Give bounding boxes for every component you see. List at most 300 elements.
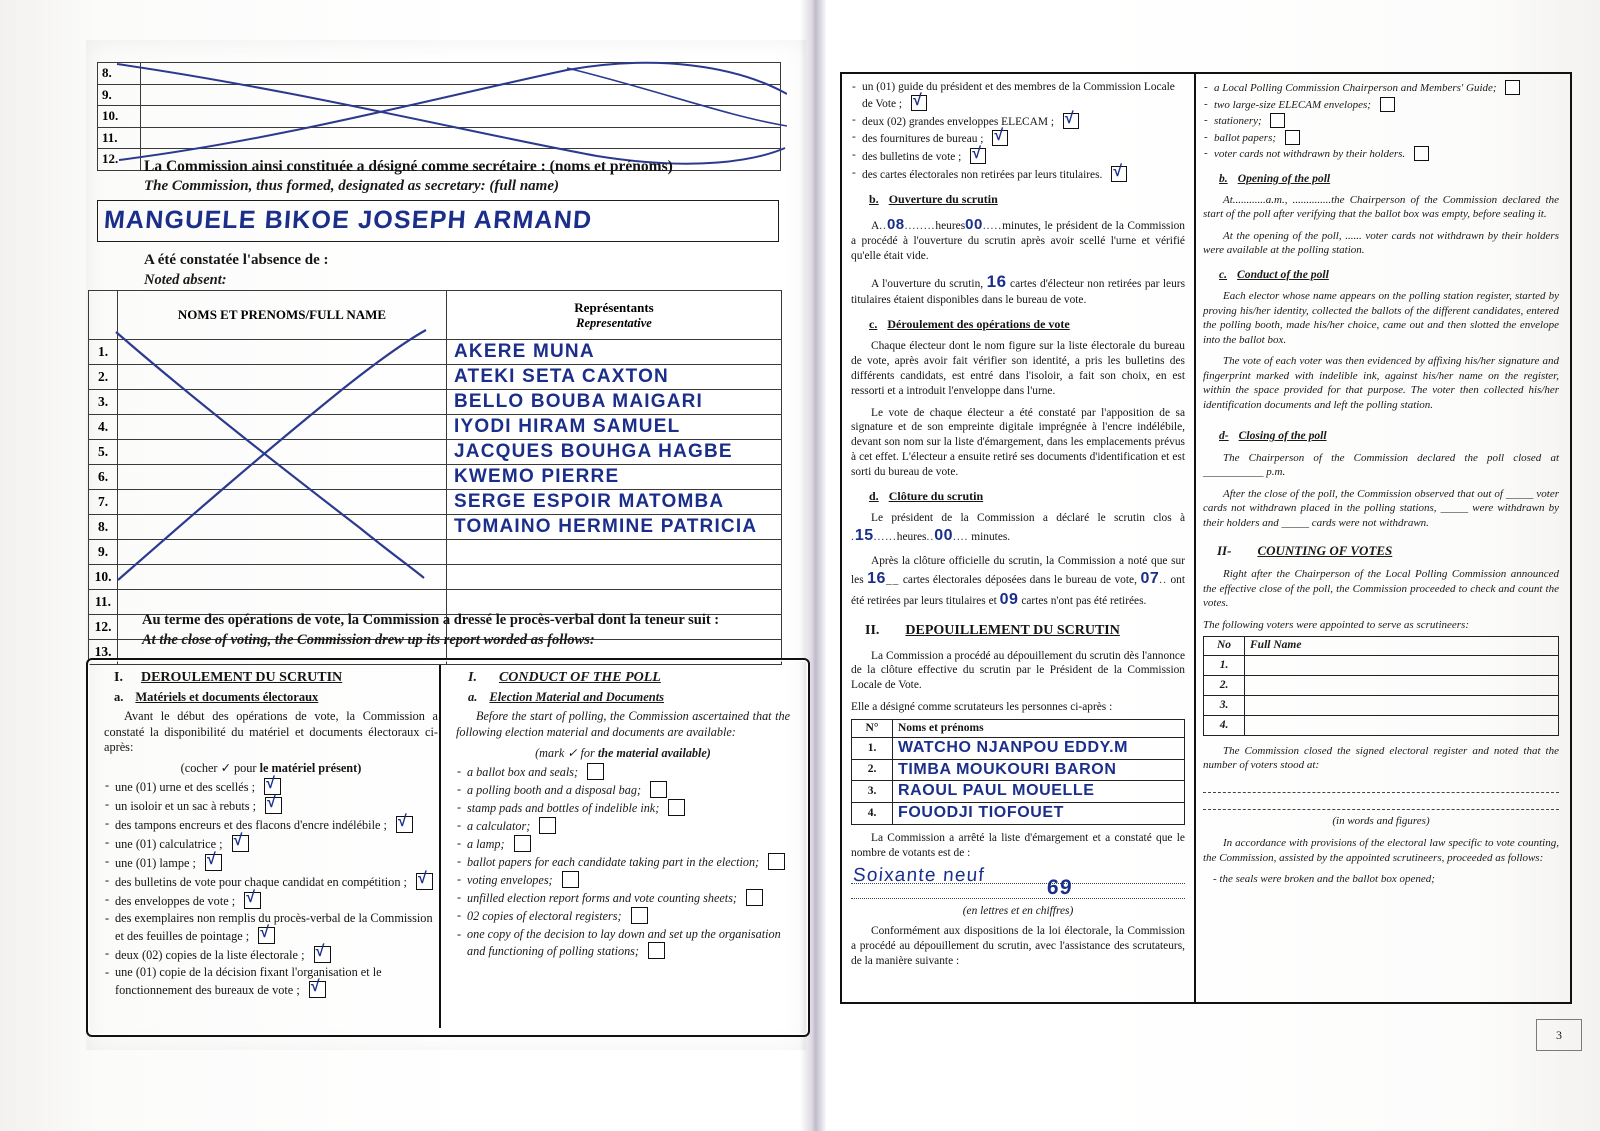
- rp-en-material-item-label: voter cards not withdrawn by their holders.: [1214, 148, 1408, 161]
- absent-table-header: [89, 291, 782, 340]
- rp-fr-b-p2a: A l'ouverture du scrutin,: [871, 277, 984, 290]
- rp-fr-material-checkbox[interactable]: [970, 148, 986, 164]
- rp-en-column: [1194, 74, 1568, 900]
- rp-fr-d-p2d: cartes n'ont pas été retirées.: [1021, 594, 1147, 607]
- rp-en-c-p1: Each elector whose name appears on the polling station register, started by proving his/her identity, collected the ballots of the different candidates, entered the polling booth, made his/her choice, came out and then slotted the envelope into the ballot box.: [1203, 290, 1559, 346]
- rp-en-scrutineer-row: [1204, 655, 1559, 675]
- absent-row-representative[interactable]: [447, 490, 782, 515]
- absent-row-number: 5.: [89, 440, 118, 465]
- absent-row-representative[interactable]: [447, 365, 782, 390]
- rp-fr-material-checkbox[interactable]: [992, 130, 1008, 146]
- absent-label-fr: A été constatée l'absence de :: [144, 252, 329, 268]
- absent-row-representative[interactable]: [447, 415, 782, 440]
- rp-en-voters-label: The Commission closed the signed electoral register and noted that the number of voters stood at:: [1203, 744, 1559, 772]
- absent-table-row: [89, 490, 782, 515]
- fr-subsection-title: Matériels et documents électoraux: [135, 690, 319, 704]
- absent-table-row: [89, 365, 782, 390]
- rp-fr-material-checkbox[interactable]: [1111, 166, 1127, 182]
- rp-fr-voters-figures: 69: [1046, 875, 1074, 899]
- fr-material-item: [104, 797, 438, 815]
- fr-material-item: [104, 892, 438, 910]
- absent-col-name: NOMS ET PRENOMS/FULL NAME: [118, 291, 447, 340]
- rp-en-d-p1: The Chairperson of the Commission declared the poll closed at ___________ p.m.: [1203, 451, 1559, 479]
- rp-fr-c-p1: Chaque électeur dont le nom figure sur la liste électorale du bureau de vote, après avoir fait vérifier son identité, a pris les bulletins des différents candidats, est entré dans l'isoloir, a fait son choix, en est ressorti et a introduit l'enveloppe dans l'urne.: [851, 340, 1185, 397]
- rp-en-material-item-label: stationery;: [1214, 115, 1265, 128]
- rp-fr-d-p1: Le président de la Commission a déclaré le scrutin clos à .15......heures..00.... minutes.: [851, 512, 1185, 545]
- rp-fr-d-p2: Après la clôture officielle du scrutin, la Commission a noté que sur les 16__ cartes électorales déposées dans le bureau de vote, 07.. ont été retirées par leurs titulaires et 09 cartes n'ont pas été retirées.: [851, 554, 1185, 608]
- en-material-checkbox[interactable]: [587, 763, 604, 780]
- rp-fr-d-p1c: minutes.: [971, 531, 1011, 544]
- absent-row-number: 1.: [89, 340, 118, 365]
- absent-row-representative[interactable]: [447, 440, 782, 465]
- rp-en-material-item-label: ballot papers;: [1214, 131, 1279, 144]
- rp-fr-checklist: [851, 80, 1185, 183]
- absent-row-representative-value: [448, 591, 454, 612]
- en-material-item-label: unfilled election report forms and vote counting sheets;: [467, 891, 741, 906]
- fr-material-checkbox[interactable]: [232, 835, 249, 852]
- rp-fr-final-p: Conformément aux dispositions de la loi électorale, la Commission a procédé au dépouillement du scrutin, avec l'assistance des scrutateurs, de la manière suivante :: [851, 925, 1185, 968]
- top-table-row-number: 9.: [98, 84, 141, 106]
- rp-en-d-letter: d-: [1219, 429, 1229, 443]
- en-material-item-label: ballot papers for each candidate taking part in the election;: [467, 855, 763, 870]
- absent-table-row: [89, 415, 782, 440]
- rp-en-scrutineer-row: [1204, 675, 1559, 695]
- rp-fr-scrutineer-row-name-value: WATCHO NJANPOU EDDY.M: [898, 738, 1129, 756]
- rp-en-scrutineer-row-number: 2.: [1204, 675, 1245, 695]
- absent-row-representative[interactable]: [447, 540, 782, 565]
- rp-en-material-item: [1203, 97, 1559, 113]
- rp-fr-closing-minute: 00: [934, 527, 953, 545]
- absent-row-representative[interactable]: [447, 340, 782, 365]
- rp-en-material-item: [1203, 113, 1559, 129]
- rp-fr-scrutineer-row-number: 1.: [852, 737, 893, 759]
- absent-table-row: [89, 465, 782, 490]
- absent-col-rep-en: Representative: [576, 315, 652, 330]
- en-check-instruction-pre: (mark ✓ for: [535, 745, 598, 760]
- absent-row-representative-value: BELLO BOUBA MAIGARI: [454, 391, 704, 412]
- rp-en-material-item-label: a Local Polling Commission Chairperson and Members' Guide;: [1214, 82, 1500, 94]
- rp-fr-scrutineer-row-name[interactable]: [893, 781, 1185, 803]
- en-material-item: [456, 763, 790, 780]
- rp-fr-d-p2c: ont été retirées par leurs titulaires et: [851, 573, 1185, 607]
- fr-material-item-label: des exemplaires non remplis du procès-verbal de la Commission et des feuilles de pointage ;: [115, 911, 433, 944]
- rp-fr-material-item: [851, 80, 1185, 112]
- rp-fr-voters-fill[interactable]: [851, 864, 1185, 902]
- rp-en-b-p2: At the opening of the poll, ...... voter cards not withdrawn by their holders were available at the polling station.: [1203, 229, 1559, 257]
- absent-row-representative-value: ATEKI SETA CAXTON: [454, 366, 669, 387]
- absent-row-name[interactable]: [118, 415, 447, 440]
- rp-fr-scrutineer-row-number: 2.: [852, 759, 893, 781]
- rp-fr-c-heading: [869, 317, 1185, 333]
- absent-label-en: Noted absent:: [144, 272, 227, 288]
- absent-row-number: 6.: [89, 465, 118, 490]
- fr-material-item: [104, 965, 438, 999]
- rp-fr-d-heading: [869, 489, 1185, 505]
- rp-en-scrutineer-row-name[interactable]: [1245, 655, 1559, 675]
- absent-representatives-table: [88, 290, 782, 665]
- en-material-item-label: stamp pads and bottles of indelible ink;: [467, 800, 663, 815]
- en-material-item-label: a polling booth and a disposal bag;: [467, 782, 645, 797]
- rp-en-material-checkbox[interactable]: [1380, 97, 1395, 112]
- fr-section-title: DEROULEMENT DU SCRUTIN: [140, 670, 343, 685]
- rp-fr-opening-minute: 00: [965, 215, 983, 233]
- rp-en-material-item: [1203, 130, 1559, 146]
- rp-en-scrutineer-row-name[interactable]: [1245, 715, 1559, 735]
- rp-fr-material-item-label: des fournitures de bureau ;: [862, 133, 987, 146]
- en-material-item: [456, 926, 790, 959]
- en-material-item: [456, 835, 790, 852]
- rp-fr-b-p1c: minutes, le président de la Commission a procédé à l'ouverture du scrutin après avoir scellé l'urne et vérifié qu'elle était vide.: [851, 219, 1185, 262]
- rp-fr-cards-not-withdrawn: 09: [999, 590, 1019, 608]
- fr-material-item: [104, 835, 438, 853]
- rp-fr-b-heading: [869, 192, 1185, 208]
- rp-fr-ii-p2: Elle a désigné comme scrutateurs les personnes ci-après :: [851, 701, 1113, 713]
- fr-intro-text: Avant le début des opérations de vote, la Commission a constaté la disponibilité du matériel et documents électoraux ci-après:: [104, 709, 438, 755]
- rp-en-ii-title: COUNTING OF VOTES: [1257, 543, 1393, 559]
- rp-fr-d-p1a: Le président de la Commission a déclaré le scrutin clos à: [871, 512, 1185, 525]
- rp-en-final-bullet: - the seals were broken and the ballot box opened;: [1213, 873, 1435, 886]
- absent-row-representative[interactable]: [447, 390, 782, 415]
- en-subsection-title: Election Material and Documents: [489, 690, 665, 704]
- fr-material-item-label: une (01) calculatrice ;: [115, 837, 226, 852]
- absent-row-name[interactable]: [118, 390, 447, 415]
- rp-fr-d-letter: d.: [869, 488, 879, 503]
- fr-subsection-letter: a.: [114, 690, 124, 704]
- en-material-item-label: a ballot box and seals;: [467, 764, 582, 779]
- en-material-item: [456, 889, 790, 906]
- rp-fr-voters-label: La Commission a arrêté la liste d'émargement et a constaté que le nombre de votants est de :: [851, 831, 1185, 859]
- fr-material-item-label: des bulletins de vote pour chaque candidat en compétition ;: [115, 875, 411, 890]
- rp-fr-opening-hour: 08: [886, 215, 905, 233]
- rp-fr-material-item: [851, 166, 1185, 183]
- rp-fr-scrutineer-row-name[interactable]: [893, 803, 1185, 825]
- rp-en-scrutineers-table: [1203, 636, 1559, 735]
- top-table-row-value[interactable]: [141, 84, 781, 106]
- rp-fr-material-item: [851, 130, 1185, 147]
- rp-fr-opening-cards: 16: [986, 271, 1007, 291]
- fr-material-checkbox[interactable]: [265, 797, 282, 814]
- rp-en-voters-line-1[interactable]: [1203, 780, 1559, 793]
- absent-row-representative-value: IYODI HIRAM SAMUEL: [454, 416, 681, 437]
- rp-fr-d-p2a: Après la clôture officielle du scrutin, la Commission a noté que sur les: [851, 554, 1185, 586]
- absent-table-row: [89, 340, 782, 365]
- fr-material-item: [104, 946, 438, 964]
- rp-en-checklist: [1203, 80, 1559, 162]
- rp-en-c-title: Conduct of the poll: [1237, 267, 1329, 281]
- rp-fr-column: [842, 74, 1194, 982]
- rp-fr-scrutineer-row-number: 3.: [852, 781, 893, 803]
- rp-fr-scrutineer-row: [852, 781, 1185, 803]
- rp-en-b-p1: At............a.m., ..............the Chairperson of the Commission declared the start of the poll after verifying that the ballot box was empty, before sealing it.: [1203, 193, 1559, 221]
- absent-row-name[interactable]: [118, 565, 447, 590]
- rp-fr-material-item-label: des cartes électorales non retirées par leurs titulaires.: [862, 169, 1106, 182]
- rp-fr-voters-hint: (en lettres et en chiffres): [962, 904, 1074, 917]
- absent-row-name[interactable]: [118, 540, 447, 565]
- absent-row-number: 7.: [89, 490, 118, 515]
- en-material-checkbox[interactable]: [631, 907, 648, 924]
- rp-fr-material-item-label: deux (02) grandes enveloppes ELECAM ;: [862, 115, 1057, 128]
- rp-fr-material-item-label: un (01) guide du président et des membres de la Commission Locale de Vote ;: [862, 81, 1175, 110]
- absent-row-number: 8.: [89, 515, 118, 540]
- fr-material-checkbox[interactable]: [309, 981, 326, 998]
- rp-fr-c-title: Déroulement des opérations de vote: [887, 316, 1070, 331]
- en-material-item: [456, 817, 790, 834]
- closing-note-en: At the close of voting, the Commission drew up its report worded as follows:: [142, 632, 595, 648]
- absent-row-representative-value: [448, 566, 454, 587]
- en-section-number: I.: [468, 670, 477, 685]
- rp-en-scrutineer-row-number: 4.: [1204, 715, 1245, 735]
- top-table-row: [98, 127, 781, 149]
- absent-col-number: [89, 291, 118, 340]
- top-table-row-number: 8.: [98, 63, 141, 85]
- rp-fr-scrutineer-row-name[interactable]: [893, 737, 1185, 759]
- en-material-item-label: a calculator;: [467, 819, 534, 833]
- rp-en-b-title: Opening of the poll: [1237, 171, 1331, 185]
- fr-material-item: [104, 816, 438, 834]
- absent-row-name[interactable]: [118, 340, 447, 365]
- en-intro-text: Before the start of polling, the Commission ascertained that the following election material and documents are available:: [456, 709, 790, 739]
- top-table-row-number: 12.: [98, 149, 141, 171]
- rp-fr-ii-p1: La Commission a procédé au dépouillement du scrutin dès l'annonce de la clôture effective du scrutin par le Président de la Commission Locale de Vote.: [851, 649, 1185, 692]
- rp-en-material-checkbox[interactable]: [1285, 130, 1300, 145]
- rp-en-scrutineer-row-name[interactable]: [1245, 675, 1559, 695]
- poll-conduct-bilingual-box: [86, 658, 810, 1037]
- rp-fr-voters-words: Soixante neuf: [852, 864, 986, 886]
- rp-en-material-checkbox[interactable]: [1414, 146, 1429, 161]
- absent-col-representative: [447, 291, 782, 340]
- absent-row-number: 2.: [89, 365, 118, 390]
- rp-en-ii-p1: Right after the Chairperson of the Local Polling Commission announced the effective close of the poll, the Commission proceeded to check and count the votes.: [1203, 568, 1559, 610]
- rp-en-ii-number: II-: [1217, 543, 1232, 559]
- en-material-checkbox[interactable]: [562, 871, 579, 888]
- fr-material-checkbox[interactable]: [205, 854, 222, 871]
- rp-en-ii-heading: [1217, 542, 1559, 559]
- rp-fr-b-p1: A..08........heures00.....minutes, le président de la Commission a procédé à l'ouverture du scrutin après avoir scellé l'urne et vérifié qu'elle était vide.: [851, 215, 1185, 262]
- rp-en-ii-p2: The following voters were appointed to serve as scrutineers:: [1203, 618, 1470, 631]
- absent-table-row: [89, 440, 782, 465]
- rp-fr-scrutineer-row-name[interactable]: [893, 759, 1185, 781]
- secretary-label-en: The Commission, thus formed, designated as secretary: (full name): [144, 178, 560, 194]
- absent-row-representative-value: TOMAINO HERMINE PATRICIA: [454, 516, 758, 537]
- fr-material-checkbox[interactable]: [258, 927, 275, 944]
- rp-en-b-letter: b.: [1219, 171, 1228, 185]
- rp-fr-material-item-label: des bulletins de vote ;: [862, 151, 965, 164]
- rp-fr-b-title: Ouverture du scrutin: [888, 191, 998, 206]
- absent-row-representative-value: SERGE ESPOIR MATOMBA: [454, 491, 725, 512]
- page-number-badge: 3: [1536, 1019, 1582, 1051]
- absent-row-name[interactable]: [118, 515, 447, 540]
- absent-row-number: 13.: [89, 640, 118, 665]
- rp-fr-ii-title: DEPOUILLEMENT DU SCRUTIN: [905, 623, 1120, 639]
- absent-row-number: 12.: [89, 615, 118, 640]
- right-page-frame: [840, 72, 1572, 1004]
- closing-note-fr: Au terme des opérations de vote, la Commission a dressé le procès-verbal dont la teneur suit :: [142, 612, 720, 628]
- right-page: [826, 0, 1600, 1131]
- fr-material-checklist: [104, 778, 438, 999]
- rp-fr-scrutineers-table: [851, 719, 1185, 825]
- rp-fr-scrutineer-row-name-value: FOUODJI TIOFOUET: [898, 804, 1065, 822]
- fr-material-checkbox[interactable]: [416, 873, 433, 890]
- top-members-table: [97, 62, 781, 171]
- absent-table-row: [89, 515, 782, 540]
- rp-fr-material-item: [851, 113, 1185, 130]
- rp-fr-ii-number: II.: [865, 623, 880, 639]
- absent-row-representative-value: AKERE MUNA: [454, 341, 595, 362]
- en-section-title: CONDUCT OF THE POLL: [498, 670, 661, 685]
- rp-fr-scrutineer-row-name-value: RAOUL PAUL MOUELLE: [898, 782, 1095, 800]
- absent-row-number: 10.: [89, 565, 118, 590]
- fr-material-item-label: deux (02) copies de la liste électorale ;: [115, 948, 308, 963]
- en-material-item: [456, 799, 790, 816]
- rp-fr-scrutineer-row: [852, 737, 1185, 759]
- en-material-item: [456, 907, 790, 924]
- rp-en-material-checkbox[interactable]: [1505, 80, 1520, 95]
- en-material-checkbox[interactable]: [650, 781, 667, 798]
- rp-en-material-item: [1203, 80, 1559, 96]
- rp-fr-b-p1a: A: [871, 219, 880, 232]
- fr-check-instruction-bold: le matériel présent): [259, 761, 362, 776]
- fr-material-item-label: des tampons encreurs et des flacons d'encre indélébile ;: [115, 818, 391, 833]
- top-table-row-value[interactable]: [141, 63, 781, 85]
- absent-table-row: [89, 540, 782, 565]
- rp-fr-material-checkbox[interactable]: [911, 95, 927, 111]
- absent-row-name[interactable]: [118, 490, 447, 515]
- rp-fr-scrutineer-row-name-value: TIMBA MOUKOURI BARON: [898, 760, 1117, 778]
- en-material-checkbox[interactable]: [514, 835, 531, 852]
- rp-fr-d-p2b: cartes électorales déposées dans le bureau de vote,: [902, 573, 1137, 586]
- en-material-column: [448, 660, 798, 1035]
- en-material-item-label: a lamp;: [467, 837, 508, 852]
- absent-row-name[interactable]: [118, 365, 447, 390]
- en-material-checkbox[interactable]: [648, 942, 665, 959]
- absent-row-name[interactable]: [118, 590, 447, 615]
- fr-material-item-label: des enveloppes de vote ;: [115, 894, 239, 909]
- top-table-row: [98, 63, 781, 85]
- absent-table-row: [89, 565, 782, 590]
- top-table-row-value[interactable]: [141, 127, 781, 149]
- fr-material-item-label: une (01) urne et des scellés ;: [115, 780, 259, 795]
- absent-row-name[interactable]: [118, 440, 447, 465]
- en-material-checklist: [456, 763, 790, 959]
- top-table-row-number: 10.: [98, 106, 141, 128]
- rp-fr-cards-withdrawn: 07: [1140, 569, 1160, 587]
- rp-en-voters-line-2[interactable]: [1203, 797, 1559, 810]
- en-material-item-label: 02 copies of electoral registers;: [467, 909, 625, 924]
- en-material-checkbox[interactable]: [668, 799, 685, 816]
- rp-fr-material-checkbox[interactable]: [1063, 113, 1079, 129]
- rp-en-c-letter: c.: [1219, 267, 1228, 281]
- absent-row-number: 4.: [89, 415, 118, 440]
- rp-fr-c-p2: Le vote de chaque électeur a été constaté par l'apposition de sa signature et de son empreinte digitale imprégnée à l'encre indélébile, devant son nom sur la liste d'émargement, dans les emplacements prévus à cet effet. L'électeur a ensuite retiré ses documents d'identification et est sorti du bureau de vote.: [851, 406, 1185, 478]
- rp-en-d-p2: After the close of the poll, the Commission observed that out of _____ voter cards not withdrawn placed in the polling stations, _____ were withdrawn by their holders and _____ cards were not withdrawn.: [1203, 487, 1559, 529]
- absent-row-representative[interactable]: [447, 465, 782, 490]
- rp-fr-scrutineer-row-number: 4.: [852, 803, 893, 825]
- absent-row-representative-value: [448, 541, 454, 562]
- fr-material-item-label: une (01) lampe ;: [115, 856, 200, 871]
- fr-check-instruction-pre: (cocher ✓ pour: [180, 761, 260, 776]
- rp-en-material-item: [1203, 146, 1559, 162]
- absent-row-representative-value: KWEMO PIERRE: [454, 466, 620, 487]
- rp-fr-ii-heading: [865, 622, 1185, 640]
- en-check-instruction-bold: the material available): [597, 745, 711, 760]
- rp-fr-scrutineer-row: [852, 803, 1185, 825]
- en-material-checkbox[interactable]: [539, 817, 556, 834]
- rp-fr-sc-col-n: N°: [852, 719, 893, 737]
- rp-fr-b-p1b: heures: [935, 219, 966, 232]
- absent-table-row: [89, 390, 782, 415]
- rp-fr-b-p2: [851, 271, 1185, 308]
- en-subsection-letter: a.: [468, 690, 478, 704]
- fr-material-checkbox[interactable]: [244, 892, 261, 909]
- rp-en-d-heading: [1219, 428, 1559, 443]
- en-material-item: [456, 853, 790, 870]
- rp-en-scrutineer-row-name[interactable]: [1245, 695, 1559, 715]
- en-material-checkbox[interactable]: [768, 853, 785, 870]
- en-material-item: [456, 781, 790, 798]
- fr-material-checkbox[interactable]: [396, 816, 413, 833]
- rp-fr-b-p2b: cartes d'électeur non retirées par leurs titulaires étaient disponibles dans le bureau de vote.: [851, 277, 1186, 306]
- rp-en-material-item-label: two large-size ELECAM envelopes;: [1214, 98, 1374, 111]
- fr-material-item: [104, 873, 438, 891]
- fr-material-item-label: un isoloir et un sac à rebuts ;: [115, 799, 260, 814]
- absent-row-representative[interactable]: [447, 515, 782, 540]
- rp-fr-d-p1b: heures: [896, 531, 927, 544]
- rp-en-scrutineer-row: [1204, 695, 1559, 715]
- rp-en-scrutineer-row-number: 1.: [1204, 655, 1245, 675]
- rp-fr-scrutineer-row: [852, 759, 1185, 781]
- en-material-item-label: one copy of the decision to lay down and set up the organisation and functioning of polling stations;: [467, 926, 781, 958]
- fr-section-number: I.: [114, 670, 123, 685]
- absent-row-representative[interactable]: [447, 565, 782, 590]
- fr-material-item: [104, 911, 438, 945]
- fr-material-checkbox[interactable]: [314, 946, 331, 963]
- rp-fr-material-item: [851, 148, 1185, 165]
- top-table-row: [98, 106, 781, 128]
- rp-fr-b-letter: b.: [869, 191, 879, 206]
- en-material-item: [456, 871, 790, 888]
- fr-material-item-label: une (01) copie de la décision fixant l'organisation et le fonctionnement des bureaux de vote ;: [115, 965, 382, 998]
- absent-row-number: 9.: [89, 540, 118, 565]
- absent-row-name[interactable]: [118, 465, 447, 490]
- rp-en-scrutineer-row: [1204, 715, 1559, 735]
- rp-en-voters-hint: (in words and figures): [1332, 814, 1430, 827]
- rp-en-c-p2: The vote of each voter was then evidenced by affixing his/her signature and fingerprint marked with indelible ink, against his/her name on the register, within the space provided for that purpose. The voter then collected his/her identification documents and left the polling station.: [1203, 355, 1559, 411]
- secretary-name-value: MANGUELE BIKOE JOSEPH ARMAND: [103, 206, 594, 234]
- en-check-instruction: [456, 746, 790, 761]
- rp-fr-sc-col-name: Noms et prénoms: [893, 719, 1185, 737]
- secretary-label-fr: La Commission ainsi constituée a désigné comme secrétaire : (noms et prénoms): [144, 158, 673, 175]
- absent-row-representative-value: JACQUES BOUHGA HAGBE: [454, 441, 733, 462]
- absent-col-rep-fr: Représentants: [574, 299, 654, 315]
- rp-en-b-heading: [1219, 171, 1559, 186]
- absent-table-row: [89, 590, 782, 615]
- rp-fr-c-letter: c.: [869, 316, 878, 331]
- rp-fr-d-title: Clôture du scrutin: [888, 488, 984, 503]
- rp-en-scrutineer-row-number: 3.: [1204, 695, 1245, 715]
- rp-en-sc-col-name: Full Name: [1245, 637, 1559, 655]
- rp-en-final-p: In accordance with provisions of the electoral law specific to vote counting, the Commission, assisted by the appointed scrutineers, proceeded as follows:: [1203, 837, 1559, 864]
- en-material-checkbox[interactable]: [746, 889, 763, 906]
- top-table-row-number: 11.: [98, 127, 141, 149]
- rp-en-d-title: Closing of the poll: [1238, 429, 1327, 443]
- absent-row-number: 3.: [89, 390, 118, 415]
- top-table-row-value[interactable]: [141, 106, 781, 128]
- fr-material-column: [96, 660, 446, 1035]
- absent-row-number: 11.: [89, 590, 118, 615]
- rp-en-c-heading: [1219, 267, 1559, 282]
- rp-en-material-checkbox[interactable]: [1270, 113, 1285, 128]
- absent-row-representative[interactable]: [447, 590, 782, 615]
